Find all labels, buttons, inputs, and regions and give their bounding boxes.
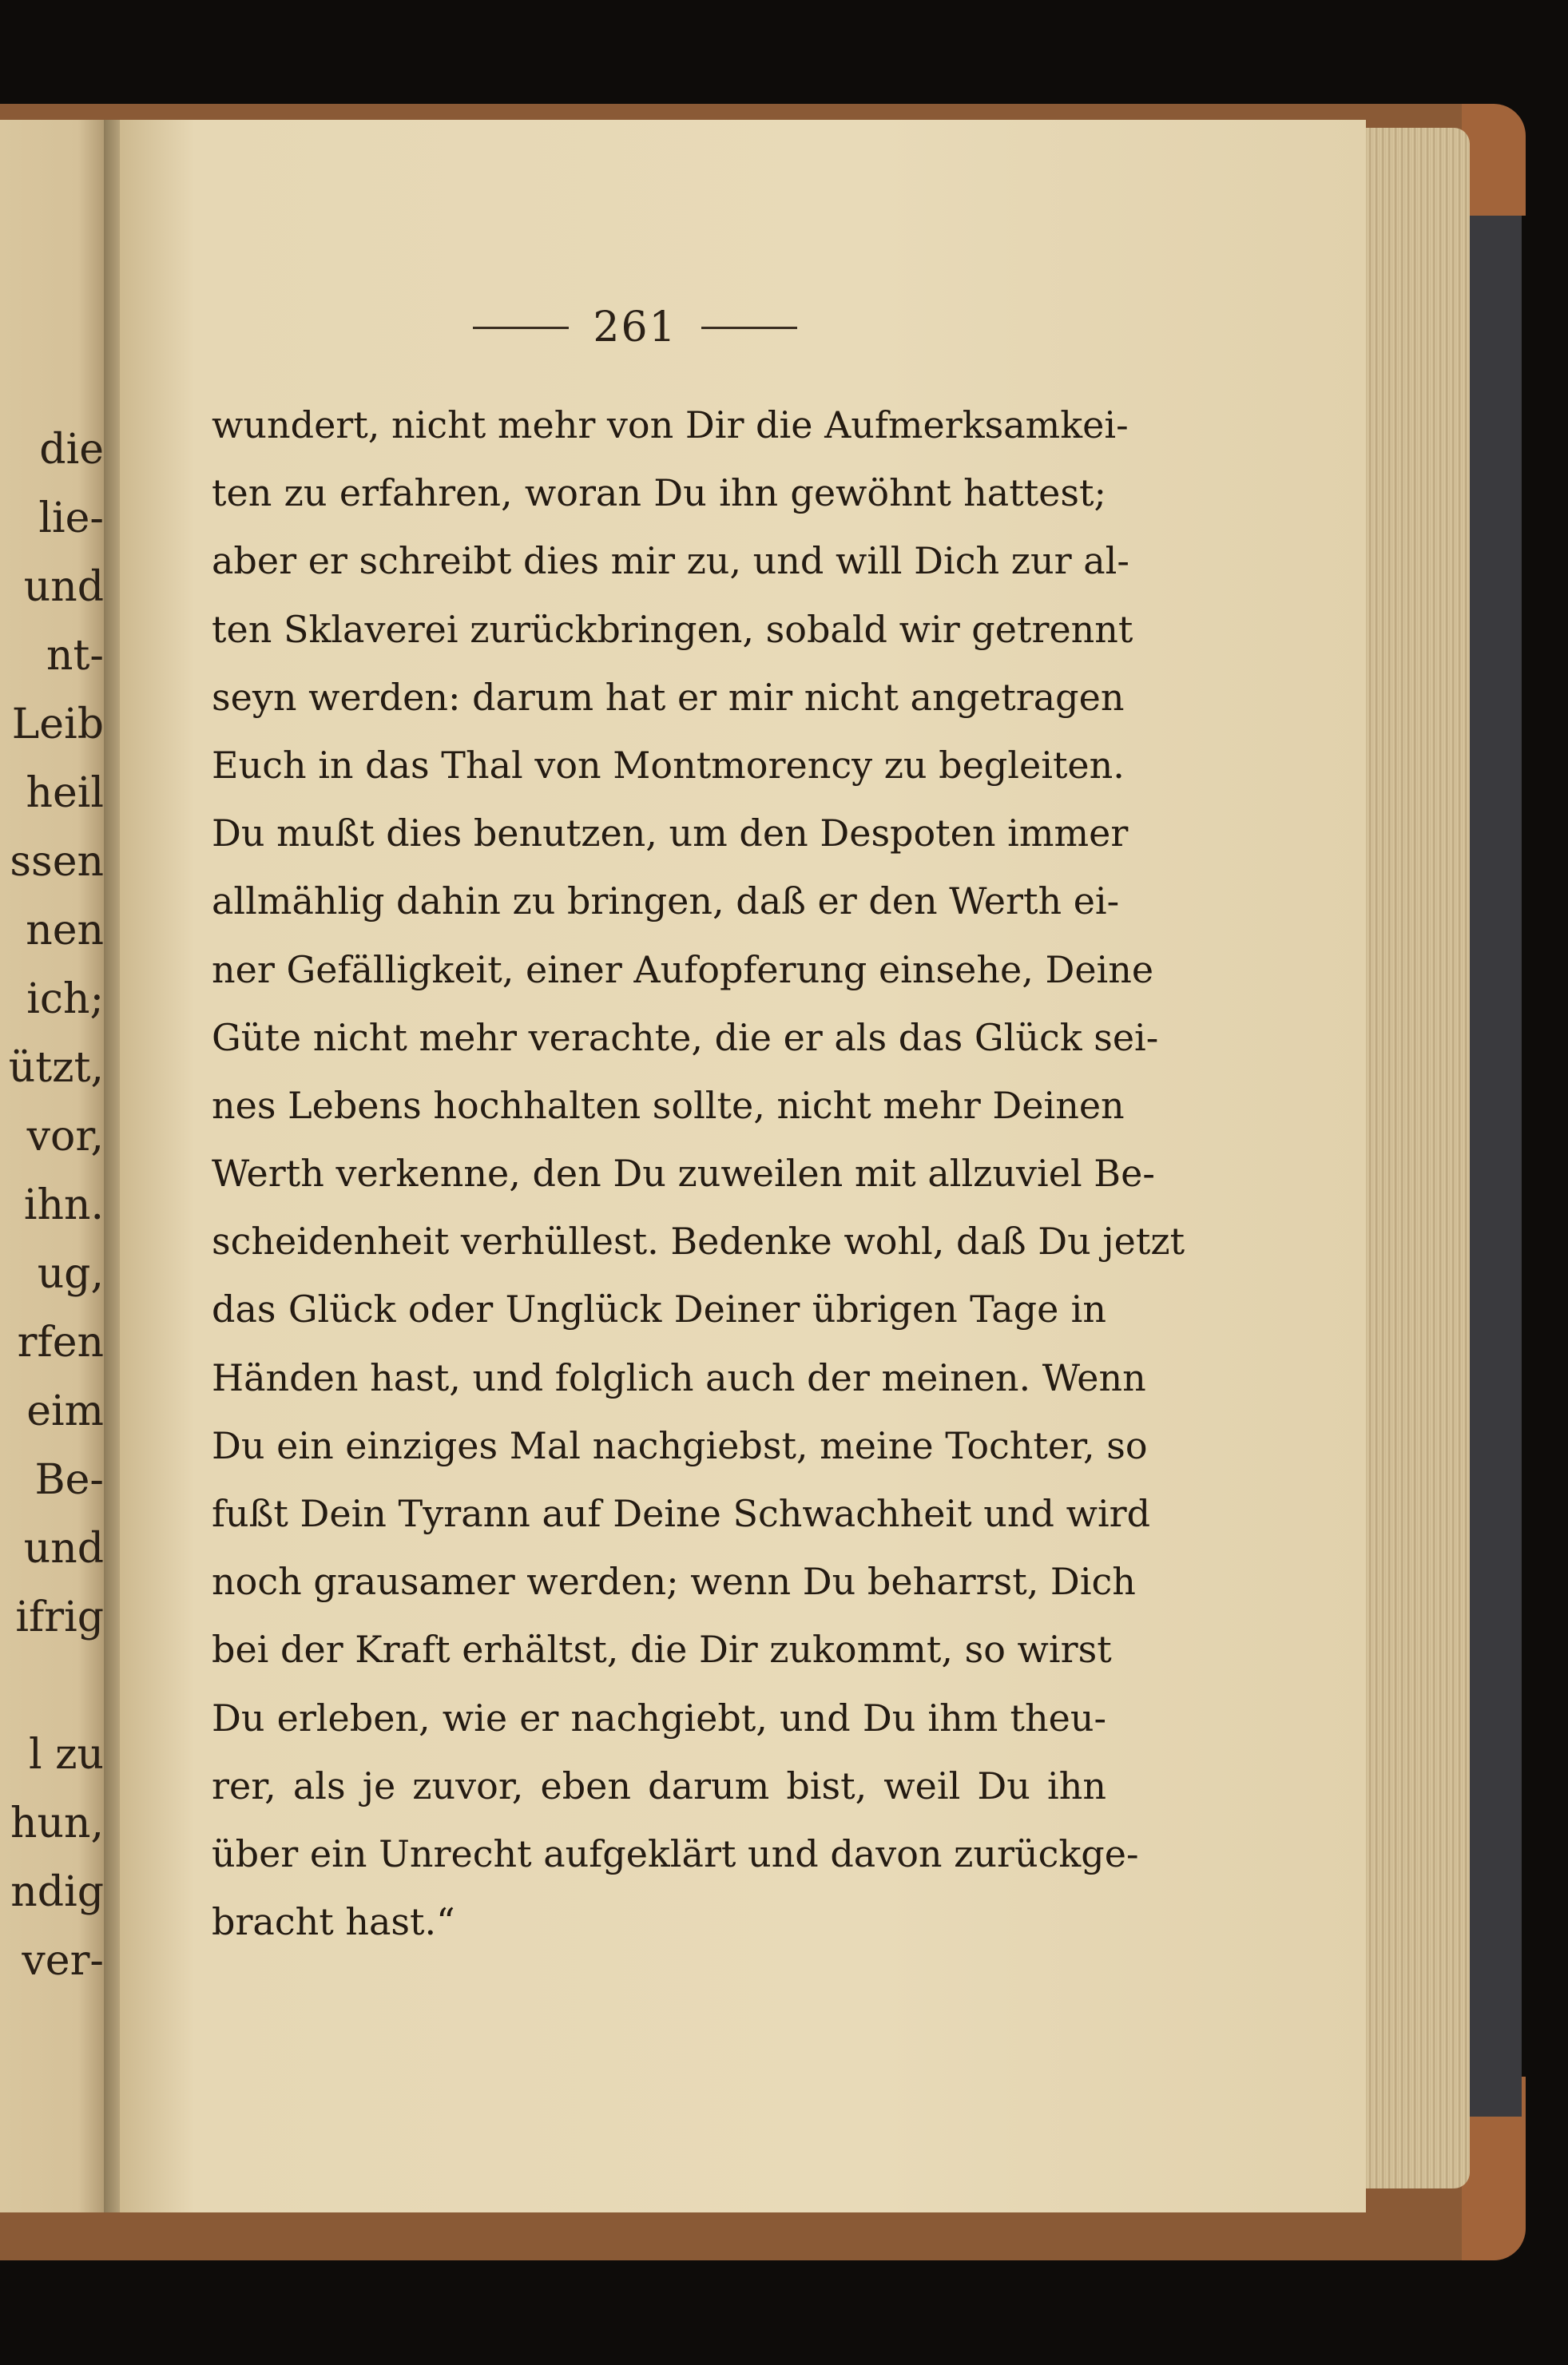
text-line: seyn werden: darum hat er mir nicht angetragen [212, 675, 1125, 719]
left-fragment: hun, [10, 1800, 104, 1847]
left-fragment: ützt, [8, 1044, 104, 1092]
text-line: Du mußt dies benutzen, um den Despoten immer [212, 811, 1129, 855]
header-rule-left [473, 327, 569, 329]
text-line: bei der Kraft erhältst, die Dir zukommt, so wirst [212, 1628, 1112, 1672]
page-edges [1366, 128, 1470, 2188]
left-fragment: nen [26, 907, 104, 954]
left-fragment: ug, [37, 1250, 104, 1298]
text-line: ner Gefälligkeit, einer Aufopferung einsehe, Deine [212, 947, 1154, 991]
left-fragment: ndig [10, 1868, 104, 1916]
left-fragment [0, 1652, 112, 1720]
page-body-text [212, 391, 1185, 1956]
text-line: Du erleben, wie er nachgiebt, und Du ihm theu- [212, 1696, 1106, 1740]
page-header [447, 304, 823, 351]
header-rule-right [701, 327, 797, 329]
text-line: über ein Unrecht aufgeklärt und davon zurückge- [212, 1831, 1139, 1875]
text-line: wundert, nicht mehr von Dir die Aufmerksamkei- [212, 403, 1129, 446]
left-fragment: ihn. [23, 1181, 104, 1229]
text-line: ten zu erfahren, woran Du ihn gewöhnt hattest; [212, 471, 1106, 515]
text-line: Euch in das Thal von Montmorency zu begleiten. [212, 743, 1125, 787]
left-fragment: lie- [38, 494, 104, 542]
left-fragment: rfen [17, 1319, 104, 1367]
left-page-text [0, 415, 112, 1995]
cover-cloth-strip [1470, 216, 1522, 2117]
cover-corner-top [1462, 104, 1526, 216]
text-line: Du ein einziges Mal nachgiebst, meine Tochter, so [212, 1423, 1148, 1467]
text-line: fußt Dein Tyrann auf Deine Schwachheit und wird [212, 1492, 1151, 1535]
text-line: aber er schreibt dies mir zu, und will Dich zur al- [212, 539, 1129, 583]
text-line: bracht hast.“ [212, 1900, 455, 1944]
left-fragment: ver- [22, 1937, 104, 1985]
left-fragment: ssen [10, 838, 104, 886]
text-line: Güte nicht mehr verachte, die er als das Glück sei- [212, 1015, 1159, 1059]
text-line: Werth verkenne, den Du zuweilen mit allzuviel Be- [212, 1152, 1155, 1196]
left-fragment: und [23, 563, 104, 611]
text-line: rer, als je zuvor, eben darum bist, weil Du ihn [212, 1764, 1106, 1807]
text-line: ten Sklaverei zurückbringen, sobald wir getrennt [212, 607, 1133, 651]
left-fragment: l zu [28, 1731, 104, 1779]
text-line: das Glück oder Unglück Deiner übrigen Tage in [212, 1288, 1106, 1331]
left-fragment: eim [26, 1387, 104, 1435]
text-line: scheidenheit verhüllest. Bedenke wohl, daß Du jetzt [212, 1220, 1185, 1264]
text-line: noch grausamer werden; wenn Du beharrst, Dich [212, 1560, 1136, 1604]
left-fragment: und [23, 1525, 104, 1573]
left-fragment: Be- [34, 1456, 104, 1504]
left-fragment: die [39, 426, 104, 474]
left-fragment: ifrig [15, 1593, 104, 1641]
left-fragment: vor, [26, 1113, 104, 1161]
text-line: Händen hast, und folglich auch der meinen. Wenn [212, 1355, 1146, 1399]
left-page [0, 120, 112, 2212]
text-line: allmählig dahin zu bringen, daß er den Werth ei- [212, 879, 1120, 923]
left-fragment: ich; [26, 975, 104, 1023]
left-fragment: Leib [11, 700, 104, 748]
text-line: nes Lebens hochhalten sollte, nicht mehr Deinen [212, 1083, 1125, 1127]
left-fragment: heil [26, 769, 104, 817]
page-number: 261 [593, 304, 677, 351]
left-fragment: nt- [46, 632, 104, 680]
